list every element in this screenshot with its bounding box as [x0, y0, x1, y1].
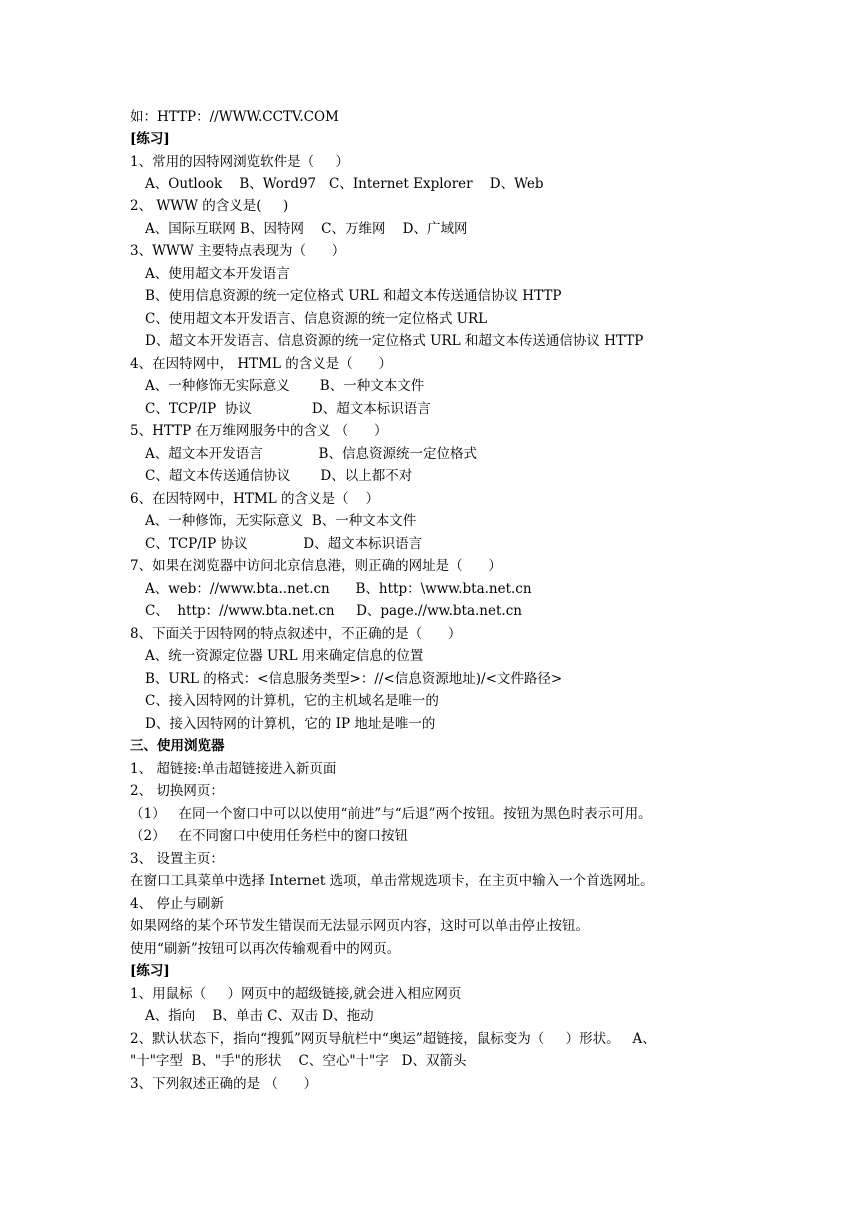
option-line: C、TCP/IP 协议 D、超文本标识语言 [145, 401, 431, 417]
question-line: 1、用鼠标（ ）网页中的超级链接,就会进入相应网页 [130, 986, 462, 1002]
text-line: 2、 切换网页： [130, 783, 224, 799]
option-line: D、接入因特网的计算机，它的 IP 地址是唯一的 [145, 716, 436, 732]
text-line: （1） 在同一个窗口中可以以使用“前进”与“后退”两个按钮。按钮为黑色时表示可用。 [130, 806, 652, 822]
option-line: D、超文本开发语言、信息资源的统一定位格式 URL 和超文本传送通信协议 HTTP [145, 333, 644, 349]
question-line: 3、下列叙述正确的是 （ ） [130, 1076, 318, 1092]
section-heading: [练习] [130, 131, 170, 147]
question-line: 3、WWW 主要特点表现为（ ） [130, 243, 346, 259]
option-line: B、使用信息资源的统一定位格式 URL 和超文本传送通信协议 HTTP [145, 288, 562, 304]
option-line: C、超文本传送通信协议 D、以上都不对 [145, 468, 413, 484]
option-line: A、Outlook B、Word97 C、Internet Explorer D、Web [145, 176, 544, 192]
question-line: 2、默认状态下，指向“搜狐”网页导航栏中“奥运”超链接，鼠标变为（ ）形状。 A、 [130, 1031, 656, 1047]
option-line: B、URL 的格式：<信息服务类型>：//<信息资源地址)/<文件路径> [145, 671, 563, 687]
text-line: 1、 超链接:单击超链接进入新页面 [130, 761, 337, 777]
option-line: C、 http：//www.bta.net.cn D、page.//ww.bta.net.cn [145, 603, 522, 619]
text-line: 如：HTTP：//WWW.CCTV.COM [130, 109, 339, 125]
question-line: 1、常用的因特网浏览软件是（ ） [130, 154, 350, 170]
option-line: A、国际互联网 B、因特网 C、万维网 D、广域网 [145, 221, 468, 237]
option-line: A、web：//www.bta..net.cn B、http：\www.bta.net.cn [145, 581, 532, 597]
question-line: 2、 WWW 的含义是( ) [130, 198, 289, 214]
option-line: C、接入因特网的计算机，它的主机域名是唯一的 [145, 693, 439, 709]
section-heading: 三、使用浏览器 [130, 738, 225, 754]
option-line: C、TCP/IP 协议 D、超文本标识语言 [145, 536, 423, 552]
question-line: 7、如果在浏览器中访问北京信息港，则正确的网址是（ ） [130, 558, 502, 574]
option-line: A、超文本开发语言 B、信息资源统一定位格式 [145, 446, 477, 462]
option-line: C、使用超文本开发语言、信息资源的统一定位格式 URL [145, 311, 488, 327]
text-line: 使用“刷新”按钮可以再次传输观看中的网页。 [130, 941, 401, 957]
option-line: A、一种修饰无实际意义 B、一种文本文件 [145, 378, 425, 394]
question-line: 6、在因特网中，HTML 的含义是（ ） [130, 491, 380, 507]
text-line: 4、 停止与刷新 [130, 896, 224, 912]
text-line: 3、 设置主页： [130, 851, 224, 867]
text-line: 在窗口工具菜单中选择 Internet 选项，单击常规选项卡，在主页中输入一个首选网址。 [130, 873, 654, 889]
question-line: 8、下面关于因特网的特点叙述中，不正确的是（ ） [130, 626, 462, 642]
option-line: A、指向 B、单击 C、双击 D、拖动 [145, 1008, 374, 1024]
option-line: A、一种修饰，无实际意义 B、一种文本文件 [145, 513, 417, 529]
question-line: 5、HTTP 在万维网服务中的含义 （ ） [130, 423, 388, 439]
option-line: A、使用超文本开发语言 [145, 266, 290, 282]
text-line: （2） 在不同窗口中使用任务栏中的窗口按钮 [130, 828, 408, 844]
question-line: 4、在因特网中， HTML 的含义是（ ） [130, 356, 392, 372]
option-line: "十"字型 B、"手"的形状 C、空心"十"字 D、双箭头 [130, 1053, 467, 1069]
text-line: 如果网络的某个环节发生错误而无法显示网页内容，这时可以单击停止按钮。 [130, 918, 589, 934]
option-line: A、统一资源定位器 URL 用来确定信息的位置 [145, 648, 424, 664]
section-heading: [练习] [130, 963, 170, 979]
